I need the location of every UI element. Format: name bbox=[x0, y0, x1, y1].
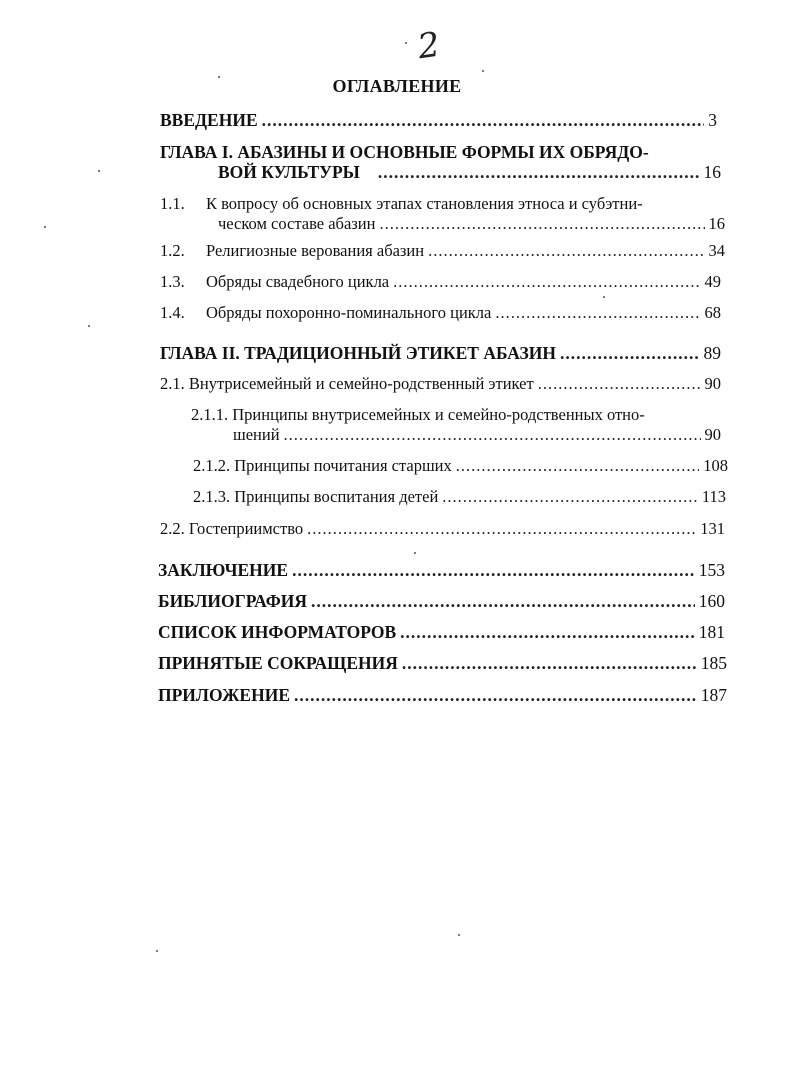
toc-entry-label: 2.2. Гостеприимство bbox=[160, 519, 304, 538]
toc-entry-label: БИБЛИОГРАФИЯ bbox=[158, 591, 307, 611]
toc-entry-page: 49 bbox=[704, 272, 721, 291]
toc-entry-abbreviations[interactable] bbox=[158, 653, 727, 673]
leader-dots bbox=[495, 303, 700, 323]
toc-entry-page: 16 bbox=[703, 162, 721, 182]
toc-entry-appendix[interactable] bbox=[158, 685, 727, 705]
toc-entry-informants[interactable] bbox=[158, 622, 725, 642]
leader-dots bbox=[402, 653, 697, 673]
leader-dots bbox=[307, 519, 696, 539]
toc-entry-2-1[interactable] bbox=[160, 374, 721, 394]
toc-entry-2-1-1[interactable] bbox=[233, 425, 721, 445]
toc-entry-page: 185 bbox=[700, 653, 727, 673]
leader-dots bbox=[456, 456, 699, 476]
leader-dots bbox=[379, 214, 704, 234]
toc-entry-page: 113 bbox=[701, 487, 726, 506]
toc-entry-page: 34 bbox=[708, 241, 725, 260]
toc-entry-1-2[interactable] bbox=[160, 241, 725, 261]
toc-entry-chapter1[interactable] bbox=[218, 162, 721, 182]
toc-entry-label: ВОЙ КУЛЬТУРЫ bbox=[218, 162, 360, 182]
toc-entry-number: 1.2. bbox=[160, 241, 185, 260]
scan-speck bbox=[88, 325, 90, 327]
toc-entry-label: Религиозные верования абазин bbox=[206, 241, 425, 260]
leader-dots bbox=[393, 272, 700, 292]
leader-dots bbox=[442, 487, 698, 507]
toc-entry-conclusion[interactable] bbox=[158, 560, 725, 580]
toc-entry-label: СПИСОК ИНФОРМАТОРОВ bbox=[158, 622, 397, 642]
toc-entry-label: ПРИНЯТЫЕ СОКРАЩЕНИЯ bbox=[158, 653, 398, 673]
scan-speck bbox=[44, 226, 46, 228]
toc-entry-page: 160 bbox=[698, 591, 725, 611]
leader-dots bbox=[294, 685, 697, 705]
toc-entry-1-4[interactable] bbox=[160, 303, 721, 323]
toc-entry-page: 90 bbox=[704, 374, 721, 393]
toc-entry-1-3[interactable] bbox=[160, 272, 721, 292]
toc-entry-2-1-1-line1: 2.1.1. Принципы внутрисемейных и семейно-родственных отно- bbox=[191, 405, 645, 424]
leader-dots bbox=[378, 162, 700, 182]
toc-entry-introduction[interactable] bbox=[160, 110, 717, 130]
leader-dots bbox=[560, 343, 700, 363]
toc-entry-page: 68 bbox=[704, 303, 721, 322]
toc-entry-page: 131 bbox=[700, 519, 725, 538]
toc-entry-page: 108 bbox=[703, 456, 728, 475]
toc-entry-page: 187 bbox=[700, 685, 727, 705]
toc-entry-number: 1.1. bbox=[160, 194, 185, 213]
toc-entry-label: 2.1. Внутрисемейный и семейно-родственный этикет bbox=[160, 374, 534, 393]
toc-entry-1-1[interactable] bbox=[218, 214, 725, 234]
leader-dots bbox=[428, 241, 704, 261]
toc-entry-label: 2.1.3. Принципы воспитания детей bbox=[193, 487, 439, 506]
leader-dots bbox=[292, 560, 695, 580]
leader-dots bbox=[311, 591, 695, 611]
toc-entry-page: 153 bbox=[698, 560, 725, 580]
scan-speck bbox=[156, 950, 158, 952]
leader-dots bbox=[400, 622, 695, 642]
scan-speck bbox=[603, 296, 605, 298]
handwritten-page-number: 2 bbox=[415, 24, 443, 68]
toc-entry-page: 89 bbox=[703, 343, 721, 363]
toc-entry-page: 3 bbox=[708, 110, 717, 130]
toc-entry-chapter1-line1: ГЛАВА I. АБАЗИНЫ И ОСНОВНЫЕ ФОРМЫ ИХ ОБРЯДО- bbox=[160, 142, 649, 162]
toc-entry-2-2[interactable] bbox=[160, 519, 725, 539]
toc-entry-2-1-2[interactable] bbox=[193, 456, 728, 476]
leader-dots bbox=[262, 110, 705, 130]
scan-speck bbox=[405, 42, 407, 44]
toc-entry-chapter2[interactable] bbox=[160, 343, 721, 363]
toc-title: ОГЛАВЛЕНИЕ bbox=[332, 76, 462, 96]
toc-entry-number: 1.3. bbox=[160, 272, 185, 291]
scan-speck bbox=[458, 934, 460, 936]
toc-entry-page: 16 bbox=[708, 214, 725, 233]
toc-entry-page: 90 bbox=[704, 425, 721, 444]
toc-entry-label: ческом составе абазин bbox=[218, 214, 376, 233]
toc-entry-label: ВВЕДЕНИЕ bbox=[160, 110, 258, 130]
leader-dots bbox=[538, 374, 701, 394]
toc-entry-label: 2.1.2. Принципы почитания старших bbox=[193, 456, 452, 475]
toc-entry-label: ПРИЛОЖЕНИЕ bbox=[158, 685, 291, 705]
toc-entry-2-1-3[interactable] bbox=[193, 487, 726, 507]
toc-entry-label: ЗАКЛЮЧЕНИЕ bbox=[158, 560, 289, 580]
toc-entry-bibliography[interactable] bbox=[158, 591, 725, 611]
toc-entry-number: 1.4. bbox=[160, 303, 185, 322]
toc-entry-1-1-line1: К вопросу об основных этапах становления этноса и субэтни- bbox=[206, 194, 643, 213]
scan-speck bbox=[482, 70, 484, 72]
toc-entry-label: Обряды свадебного цикла bbox=[206, 272, 390, 291]
scan-speck bbox=[218, 76, 220, 78]
toc-entry-label: ГЛАВА II. ТРАДИЦИОННЫЙ ЭТИКЕТ АБАЗИН bbox=[160, 343, 556, 363]
toc-entry-label: шений bbox=[233, 425, 280, 444]
toc-entry-label: Обряды похоронно-поминального цикла bbox=[206, 303, 492, 322]
scan-speck bbox=[98, 170, 100, 172]
leader-dots bbox=[284, 425, 701, 445]
toc-entry-page: 181 bbox=[698, 622, 725, 642]
scan-speck bbox=[414, 552, 416, 554]
